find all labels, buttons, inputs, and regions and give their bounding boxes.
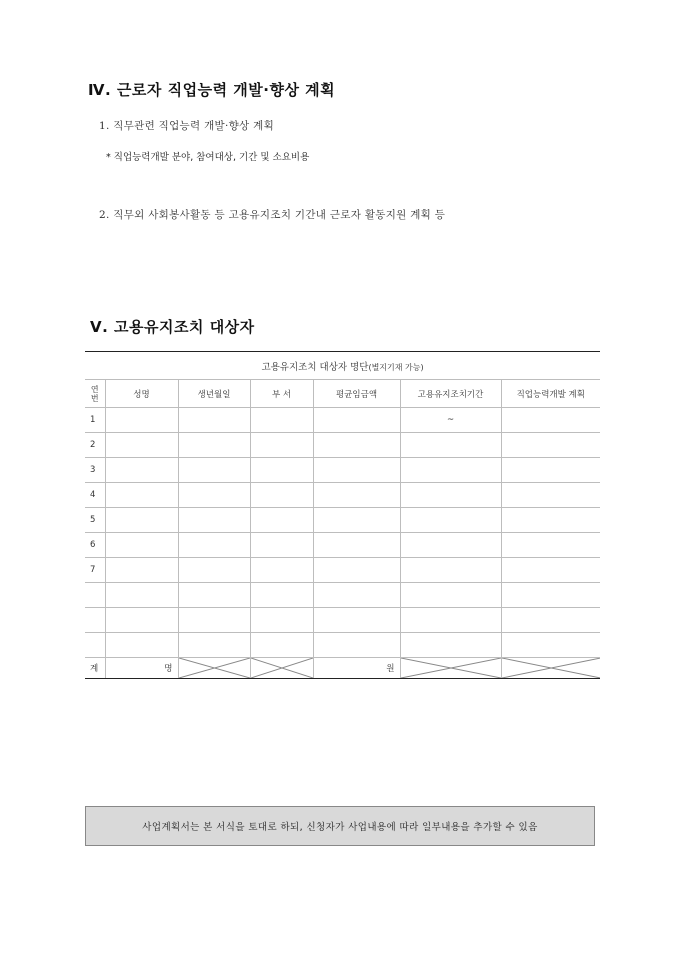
total-count-unit: 명 bbox=[105, 658, 178, 679]
crossed-out-cell bbox=[501, 658, 600, 679]
section-4-item-1: 1. 직무관련 직업능력 개발·향상 계획 bbox=[99, 120, 275, 132]
row-number: 2 bbox=[85, 433, 105, 458]
table-caption-main: 고용유지조치 대상자 명단 bbox=[261, 361, 369, 373]
header-serial-no: 연 번 bbox=[85, 380, 105, 408]
row-number: 7 bbox=[85, 558, 105, 583]
crossed-out-cell bbox=[400, 658, 501, 679]
row-number bbox=[85, 633, 105, 658]
table-row bbox=[85, 608, 600, 633]
header-average-wage: 평균임금액 bbox=[313, 380, 400, 408]
row-number bbox=[85, 583, 105, 608]
header-name: 성명 bbox=[105, 380, 178, 408]
row-number: 6 bbox=[85, 533, 105, 558]
crossed-out-cell bbox=[250, 658, 313, 679]
section-4-item-2: 2. 직무외 사회봉사활동 등 고용유지조치 기간내 근로자 활동지원 계획 등 bbox=[99, 209, 446, 221]
crossed-out-cell bbox=[178, 658, 250, 679]
table-row bbox=[85, 558, 600, 583]
table-caption-row bbox=[85, 352, 600, 380]
note-text: 사업계획서는 본 서식을 토대로 하되, 신청자가 사업내용에 따라 일부내용을 추가할 수 있음 bbox=[142, 822, 538, 833]
period-dash: ~ bbox=[400, 408, 501, 433]
table-row bbox=[85, 583, 600, 608]
section-5-title: Ⅴ. 고용유지조치 대상자 bbox=[90, 318, 255, 336]
total-label: 계 bbox=[85, 658, 105, 679]
table-row bbox=[85, 408, 600, 433]
table-row bbox=[85, 508, 600, 533]
row-number: 4 bbox=[85, 483, 105, 508]
row-number: 1 bbox=[85, 408, 105, 433]
total-wage-unit: 원 bbox=[313, 658, 400, 679]
employee-list-table bbox=[85, 351, 600, 679]
table-row bbox=[85, 483, 600, 508]
table-row bbox=[85, 433, 600, 458]
section-4-item-1-note: * 직업능력개발 분야, 참여대상, 기간 및 소요비용 bbox=[106, 152, 310, 163]
table-header-row bbox=[85, 380, 600, 408]
note-box bbox=[85, 806, 595, 846]
header-training-plan: 직업능력개발 계획 bbox=[501, 380, 600, 408]
section-4-title: Ⅳ. 근로자 직업능력 개발·향상 계획 bbox=[88, 81, 336, 99]
header-department: 부 서 bbox=[250, 380, 313, 408]
table-row bbox=[85, 633, 600, 658]
row-number bbox=[85, 608, 105, 633]
table-caption-suffix: (별지기재 가능) bbox=[368, 362, 424, 372]
table-row bbox=[85, 533, 600, 558]
header-birthdate: 생년월일 bbox=[178, 380, 250, 408]
row-number: 5 bbox=[85, 508, 105, 533]
table-caption bbox=[85, 352, 600, 380]
row-number: 3 bbox=[85, 458, 105, 483]
table-total-row bbox=[85, 658, 600, 679]
header-retention-period: 고용유지조치기간 bbox=[400, 380, 501, 408]
table-row bbox=[85, 458, 600, 483]
